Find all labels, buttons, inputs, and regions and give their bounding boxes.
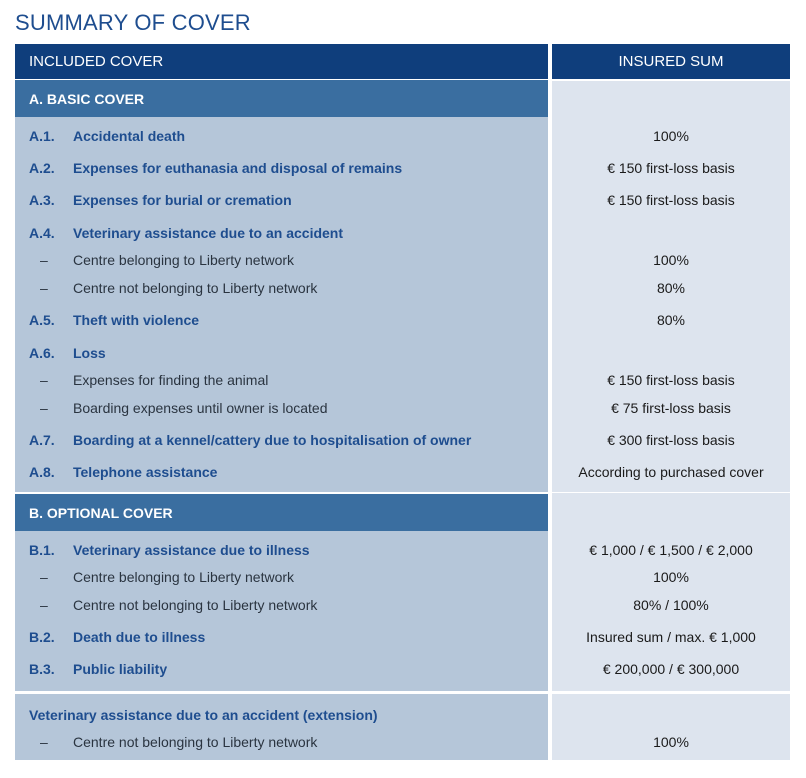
table-row — [0, 627, 806, 647]
row-value: € 150 first-loss basis — [607, 160, 735, 176]
page-title: SUMMARY OF COVER — [15, 10, 251, 35]
row-code: A.3. — [29, 192, 55, 208]
row-label: Public liability — [73, 661, 168, 677]
row-value: According to purchased cover — [578, 464, 764, 480]
row-code: B.1. — [29, 542, 55, 558]
row-label: Veterinary assistance due to illness — [73, 542, 310, 558]
section-a-header: A. BASIC COVER — [15, 80, 548, 117]
table-row — [0, 223, 806, 243]
row-label: Boarding expenses until owner is located — [73, 400, 328, 416]
row-value: € 300 first-loss basis — [607, 432, 735, 448]
table-row — [0, 278, 806, 298]
row-label: Theft with violence — [73, 312, 200, 328]
row-code: A.7. — [29, 432, 55, 448]
row-label: Boarding at a kennel/cattery due to hospitalisation of owner — [73, 432, 472, 448]
row-code: A.5. — [29, 312, 55, 328]
row-value: € 75 first-loss basis — [611, 400, 731, 416]
row-label: Loss — [73, 345, 106, 361]
row-label: Telephone assistance — [73, 464, 218, 480]
row-value: Insured sum / max. € 1,000 — [586, 629, 756, 645]
table-row — [0, 126, 806, 146]
row-label: Centre belonging to Liberty network — [73, 569, 295, 585]
table-row — [0, 462, 806, 482]
table-row — [0, 567, 806, 587]
row-dash: – — [40, 372, 48, 388]
table-row — [0, 705, 806, 725]
row-label: Accidental death — [73, 128, 186, 144]
table-row — [0, 250, 806, 270]
row-value: 80% — [656, 312, 686, 328]
row-value: € 150 first-loss basis — [607, 372, 735, 388]
row-dash: – — [40, 252, 48, 268]
row-dash: – — [40, 734, 48, 750]
table-row — [0, 398, 806, 418]
row-dash: – — [40, 400, 48, 416]
row-value: 100% — [653, 734, 689, 750]
row-code: A.2. — [29, 160, 55, 176]
header-included-cover: INCLUDED COVER — [15, 44, 548, 79]
row-code: B.2. — [29, 629, 55, 645]
row-value: 80% / 100% — [633, 597, 709, 613]
table-row — [0, 595, 806, 615]
table-row — [0, 343, 806, 363]
table-row — [0, 732, 806, 752]
row-label: Death due to illness — [73, 629, 206, 645]
row-label: Centre belonging to Liberty network — [73, 252, 295, 268]
row-dash: – — [40, 280, 48, 296]
row-value: € 150 first-loss basis — [607, 192, 735, 208]
row-code: B.3. — [29, 661, 55, 677]
row-value: 80% — [656, 280, 686, 296]
row-code: A.1. — [29, 128, 55, 144]
row-label: Centre not belonging to Liberty network — [73, 280, 318, 296]
row-value: € 1,000 / € 1,500 / € 2,000 — [589, 542, 753, 558]
row-code: A.8. — [29, 464, 55, 480]
table-row — [0, 190, 806, 210]
table-row — [0, 310, 806, 330]
table-row — [0, 430, 806, 450]
table-row — [0, 370, 806, 390]
table-row — [0, 158, 806, 178]
row-code: A.6. — [29, 345, 55, 361]
row-label: Centre not belonging to Liberty network — [73, 597, 318, 613]
row-value: € 200,000 / € 300,000 — [602, 661, 740, 677]
row-label: Veterinary assistance due to an accident — [73, 225, 344, 241]
table-row — [0, 659, 806, 679]
row-dash: – — [40, 569, 48, 585]
row-label: Veterinary assistance due to an accident (extension) — [29, 707, 378, 723]
row-label: Expenses for euthanasia and disposal of remains — [73, 160, 403, 176]
row-value: 100% — [653, 252, 689, 268]
section-b-header: B. OPTIONAL COVER — [15, 494, 548, 531]
header-insured-sum: INSURED SUM — [552, 44, 790, 79]
row-value: 100% — [653, 128, 689, 144]
table-row — [0, 540, 806, 560]
row-value: 100% — [653, 569, 689, 585]
row-dash: – — [40, 597, 48, 613]
row-label: Expenses for finding the animal — [73, 372, 269, 388]
row-label: Expenses for burial or cremation — [73, 192, 292, 208]
row-label: Centre not belonging to Liberty network — [73, 734, 318, 750]
row-code: A.4. — [29, 225, 55, 241]
